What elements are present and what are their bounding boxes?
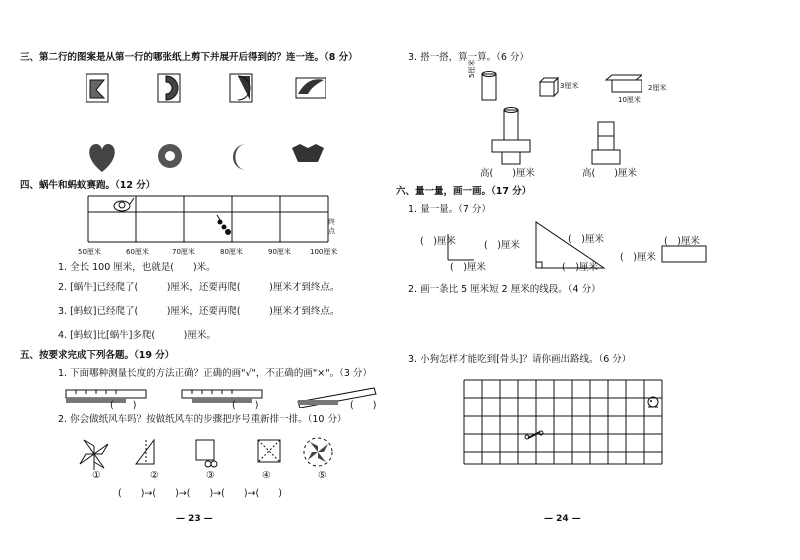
folded-paper-2	[158, 74, 180, 102]
q5-title: 五、按要求完成下列各题。（19 分）	[20, 350, 175, 361]
pinwheel-icon	[80, 440, 108, 470]
race-track	[80, 192, 340, 252]
folded-paper-4	[296, 78, 326, 98]
q5-sub1: 1. 下面哪种测量长度的方法正确？正确的画"√"，不正确的画"×"。（3 分）	[58, 368, 372, 379]
axis-label-100: 100厘米	[310, 248, 338, 256]
axis-label-60: 60厘米	[126, 248, 149, 256]
fold-paper-icon	[136, 440, 154, 464]
dim-10cm: 10厘米	[618, 96, 641, 104]
measure-blank-2[interactable]: ( )厘米	[484, 240, 520, 251]
q6-sub1: 1. 量一量。（7 分）	[408, 204, 491, 215]
measure-blank-6[interactable]: ( )厘米	[664, 236, 700, 247]
stacked-blocks	[488, 106, 638, 166]
axis-label-70: 70厘米	[172, 248, 195, 256]
height-blank-2[interactable]: 高( )厘米	[582, 168, 637, 179]
cuboid-block	[606, 75, 642, 92]
rectangle-shape	[662, 246, 706, 262]
dim-2cm: 2厘米	[648, 84, 667, 92]
cylinder-block	[482, 72, 496, 101]
q4-item-1: 1. 全长 100 厘米，也就是( )米。	[58, 262, 216, 273]
dim-3cm: 3厘米	[560, 82, 579, 90]
q4-item-2: 2. [蜗牛]已经爬了( )厘米，还要再爬( )厘米才到终点。	[58, 282, 340, 293]
step-label-3: ③	[206, 470, 215, 481]
ruler-blank-1[interactable]: ( )	[110, 400, 137, 411]
dim-5cm: 5厘米	[468, 59, 476, 78]
axis-label-90: 90厘米	[268, 248, 291, 256]
folded-paper-1	[86, 74, 108, 102]
r-q3-title: 3. 搭一搭，算一算。（6 分）	[408, 52, 529, 63]
maze-grid[interactable]	[460, 376, 670, 466]
ant-icon	[217, 215, 231, 235]
q4-title: 四、蜗牛和蚂蚁赛跑。（12 分）	[20, 180, 156, 191]
cut-shape-row	[86, 140, 336, 176]
measure-blank-5[interactable]: ( )厘米	[562, 262, 598, 273]
building-blocks	[462, 70, 642, 104]
ring-shape	[158, 144, 182, 168]
q6-sub2: 2. 画一条比 5 厘米短 2 厘米的线段。（4 分）	[408, 284, 601, 295]
ruler-blank-2[interactable]: ( )	[232, 400, 259, 411]
square-cut-icon	[258, 440, 280, 462]
height-blank-1[interactable]: 高( )厘米	[480, 168, 535, 179]
step-label-2: ②	[150, 470, 159, 481]
q4-item-4: 4. [蚂蚁]比[蜗牛]多爬( )厘米。	[58, 330, 216, 341]
folded-paper-3	[230, 74, 252, 102]
step-label-1: ①	[92, 470, 101, 481]
q6-title: 六、量一量，画一画。（17 分）	[396, 186, 532, 197]
page-number-right: — 24 —	[544, 514, 581, 524]
order-blanks[interactable]: ( )→( )→( )→( )→( )	[118, 488, 282, 499]
pinwheel-steps	[76, 436, 346, 472]
boat-shape	[292, 144, 324, 162]
spinning-pinwheel-icon	[304, 438, 332, 466]
measure-blank-4[interactable]: ( )厘米	[568, 234, 604, 245]
crescent-shape	[233, 144, 246, 170]
stack-left	[492, 108, 530, 165]
folded-paper-row	[86, 72, 326, 106]
q6-sub3: 3. 小狗怎样才能吃到[骨头]？请你画出路线。（6 分）	[408, 354, 632, 365]
bone-icon	[525, 431, 543, 439]
heart-shape	[89, 144, 115, 172]
measure-blank-3[interactable]: ( )厘米	[450, 262, 486, 273]
q4-item-3: 3. [蚂蚁]已经爬了( )厘米，还要再爬( )厘米才到终点。	[58, 306, 340, 317]
page-number-left: — 23 —	[176, 514, 213, 524]
step-label-5: ⑤	[318, 470, 327, 481]
finish-label: 终 点	[328, 218, 335, 235]
ruler-blank-3[interactable]: ( )	[350, 400, 377, 411]
measure-blank-7[interactable]: ( )厘米	[620, 252, 656, 263]
axis-label-80: 80厘米	[220, 248, 243, 256]
measure-blank-1[interactable]: ( )厘米	[420, 236, 456, 247]
stack-right	[592, 122, 620, 164]
step-label-4: ④	[262, 470, 271, 481]
q3-title: 三、第二行的图案是从第一行的哪张纸上剪下并展开后得到的？连一连。（8 分）	[20, 52, 358, 63]
cube-block	[540, 78, 558, 96]
axis-label-50: 50厘米	[78, 248, 101, 256]
snail-icon	[114, 198, 134, 211]
scissors-paper-icon	[196, 440, 217, 467]
q5-sub2: 2. 你会做纸风车吗？按做纸风车的步骤把序号重新排一排。（10 分）	[58, 414, 347, 425]
